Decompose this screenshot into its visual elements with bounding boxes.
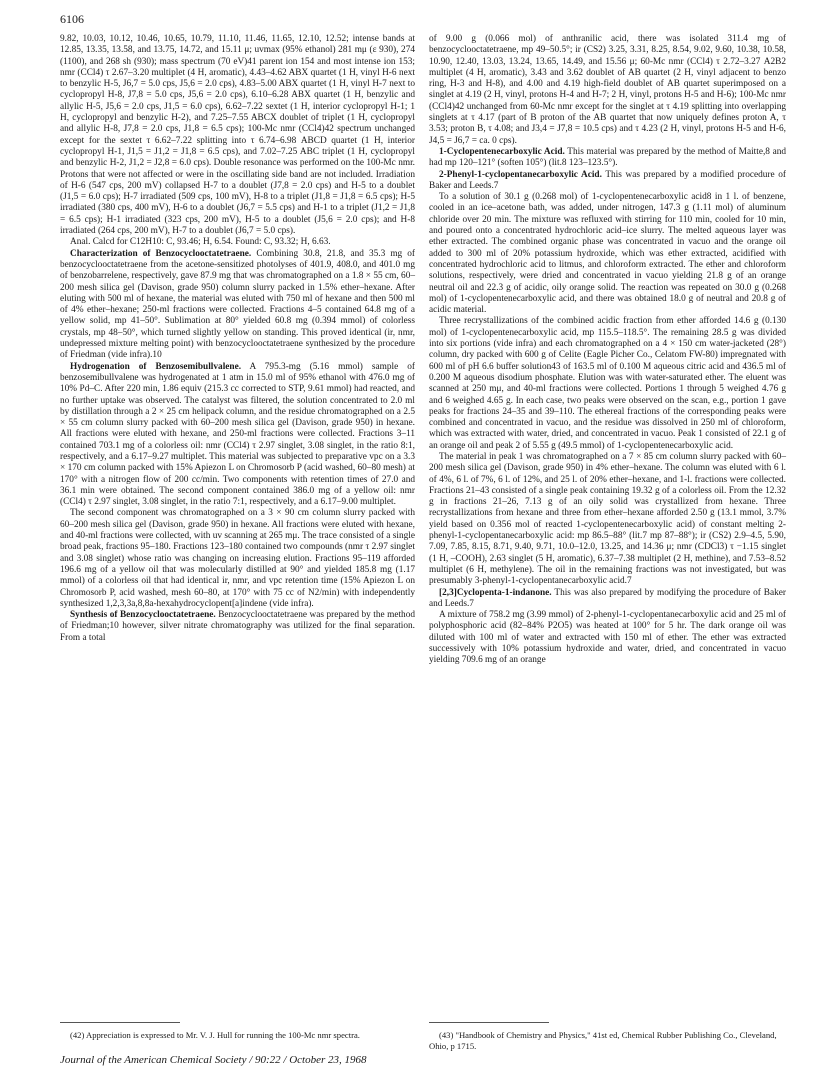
paragraph-text: This was also prepared by modifying the procedure of Baker and Leeds.7 (429, 587, 786, 609)
footnote-right (429, 1030, 784, 1051)
paragraph-text: Benzocyclooctatetraene was prepared by the method of Friedman;10 however, silver nitrate chromatography was utilized for the final separation. From a total (60, 610, 416, 643)
paragraph: Anal. Calcd for C12H10: C, 93.46; H, 6.54. Found: C, 93.32; H, 6.63. (70, 237, 331, 248)
paragraph (60, 362, 415, 509)
paragraph-text: This material was prepared by the method of Maitte,8 and had mp 120–121° (soften 105°) (lit.8 123–123.5°). (429, 146, 786, 169)
footnote-text: (42) Appreciation is expressed to Mr. V. J. Hull for running the 100-Mc nmr spectra. (70, 1030, 360, 1040)
footnote-rule (60, 1022, 180, 1023)
section-heading: Hydrogenation of Benzosemibullvalene. (70, 361, 242, 372)
paragraph-text: A 795.3-mg (5.16 mmol) sample of benzosemibullvalene was hydrogenated at 1 atm in 15.0 ml of 95% ethanol with 476.0 mg of 10% Pd–C. After 220 min, 1.86 equiv (215.3 cc corrected to STP, 9.61 mmol) had reacted, and no further uptake was observed. The catalyst was filtered, the solution concentrated to 2.0 ml by distillation through a 2 × 25 cm helipack column, and the residue chromatographed on a 2.5 × 55 cm column slurry packed with 60–200 mesh silica gel (Davison, grade 950) in hexane. All fractions were eluted with hexane, and 250-ml fractions were collected. Fractions 3–11 contained 703.1 mg of a colorless oil: nmr (CCl4) τ 2.97 singlet, 3.08 singlet, in the ratio 8:1, respectively, and a 6.17–9.27 multiplet. This material was subjected to preparative vpc on a 3.3 × 170 cm column packed with 15% Apiezon L on Chromosorb P (acid washed, 60–80 mesh) at 170° with a nitrogen flow of 200 cc/min. Two components with retention times of 27.0 and 36.1 min were obtained. The second component contained 386.0 mg of a yellow oil: nmr (CCl4) τ 2.97 singlet, 3.08 singlet, in the ratio 7:1, respectively, and a 6.17–9.00 multiplet. (60, 361, 415, 508)
paragraph: To a solution of 30.1 g (0.268 mol) of 1-cyclopentenecarboxylic acid8 in 1 l. of benzene, cooled in an ice–acetone bath, was added, under nitrogen, 147.3 g (1.11 mol) of aluminum chloride over 20 min. The mixture was refluxed with stirring for 110 min, cooled for 10 min, and poured onto a concentrated hydrochloric acid–ice slurry. The melted aqueous layer was ether extracted. The combined organic phase was concentrated in vacuo and the orange oil added to 300 ml of 20% potassium hydroxide, which was ether extracted, acidified with concentrated hydrochloric acid to litmus, and chloroform extracted. The ether and chloroform solutions, respectively, were dried and concentrated in vacuo yielding 21.8 g of an orange neutral oil and 22.3 g of acidic, oily orange solid. The reaction was repeated on 30.0 g (0.268 mol) of 1-cyclopentenecarboxylic acid, and there was obtained 18.0 g of neutral and 20.8 g of acidic material. (429, 192, 786, 316)
paragraph: The material in peak 1 was chromatographed on a 7 × 85 cm column slurry packed with 60–200 mesh silica gel (Davison, grade 950) in 4% ether–hexane. The column was eluted with 6 l. of 4%, 6 l. of 7%, 6 l. of 12%, and 25 l. of 20% ether–hexane, and 1-l. fractions were collected. Fractions 21–43 consisted of a single peak containing 19.32 g of a colorless oil. From the 12.32 g in fractions 21–26, 7.13 g of an oily solid was crystallized from hexane. Three recrystallizations from hexane and three from ether–hexane afforded 2.50 g (13.1 mmol, 3.7% yield based on 0.356 mol of reacted 1-cyclopentenecarboxylic acid) of constant melting 2-phenyl-1-cyclopentanecarboxylic acid: mp 86.5–88° (lit.7 mp 87–88°); ir (CS2) 2.9–4.5, 5.90, 7.09, 7.85, 8.15, 8.71, 9.40, 9.71, 10.0–12.0, 13.25, and 14.36 μ; nmr (CDCl3) τ −1.15 singlet (1 H, –COOH), 2.63 singlet (5 H, aromatic), 6.37–7.38 multiplet (2 H, methine), and 7.53–8.52 multiplet (6 H, methylene). The oil in the remaining fractions was not investigated, but was presumably 3-phenyl-1-cyclopentanecarboxylic acid.7 (429, 451, 786, 587)
paragraph (60, 249, 415, 362)
section-heading: 1-Cyclopentenecarboxylic Acid. (439, 146, 565, 157)
section-heading: Characterization of Benzocyclooctatetraene. (70, 248, 252, 259)
right-column (429, 34, 786, 667)
section-heading: Synthesis of Benzocyclooctatetraene. (70, 610, 216, 621)
journal-footer: Journal of the American Chemical Society / 90:22 / October 23, 1968 (60, 1054, 367, 1066)
footnote-left (60, 1030, 415, 1041)
paragraph (429, 588, 786, 611)
paragraph-text: Combining 30.8, 21.8, and 35.3 mg of benzocyclooctatetraene from the acetone-sensitized photolyses of 401.9, 408.0, and 401.0 mg of benzobarrelene, respectively, gave 87.9 mg that was chromatographed on a 1.8 × 55 cm, 60–200 mesh silica gel (Davison, grade 950) column slurry packed in 1.5% ether–hexane. After eluting with 500 ml of hexane, the material was eluted with 750 ml of hexane and then 500 ml of 4% ether–hexane; 250-ml fractions were collected. Fractions 4–5 contained 64.8 mg of a yellow solid, mp 41–50°. Sublimation at 80° yielded 60.8 mg (0.394 mmol) of colorless crystals, mp 48–50°, which turned slightly yellow on standing. This proved identical (ir, nmr, undepressed mixture melting point) with benzocyclooctatetraene synthesized by the procedure of Friedman (vide infra).10 (60, 248, 415, 361)
paragraph: of 9.00 g (0.066 mol) of anthranilic acid, there was isolated 311.4 mg of benzocyclooctatetraene, mp 49–50.5°; ir (CS2) 3.25, 3.31, 8.25, 8.54, 9.02, 9.60, 10.38, 10.58, 10.90, 12.40, 13.03, 13.24, 13.65, 14.49, and 15.56 μ; 60-Mc nmr (CCl4) τ 2.72–3.27 A2B2 multiplet (4 H, aromatic), 3.43 and 3.62 doublet of AB quartet (2 H, vinyl adjacent to benzo ring, H-3 and H-8), and 4.00 and 4.19 high-field doublet of AB quartet superimposed on a singlet at 4.19 (2 H, vinyl, protons H-4 and H-7; 2 H, vinyl, protons H-5 and H-6); 100-Mc nmr (CCl4)42 unchanged from 60-Mc nmr except for the singlet at τ 4.19 splitting into overlapping singlets at τ 4.17 (part of B proton of the AB quartet that now uniquely defines proton A, τ 3.53; proton B, τ 4.08; and J3,4 = J7,8 = 10.5 cps) and τ 4.23 (2 H, vinyl, protons H-5 and H-6, J4,5 = J6,7 = ca. 0 cps). (429, 34, 786, 146)
page-number: 6106 (60, 12, 84, 26)
paragraph (429, 147, 786, 170)
paragraph (429, 170, 786, 193)
left-column (60, 34, 415, 644)
paragraph: 9.82, 10.03, 10.12, 10.46, 10.65, 10.79, 11.10, 11.46, 11.65, 12.10, 12.52; intense bands at 12.85, 13.35, 13.58, and 13.75, 14.72, and 15.11 μ; uvmax (95% ethanol) 281 mμ (ε 930), 274 (1100), and 268 sh (930); mass spectrum (70 eV)41 parent ion 154 and most intense ion 153; nmr (CCl4) τ 2.67–3.20 multiplet (4 H, aromatic), 4.43–4.62 ABX quartet (1 H, vinyl H-6 next to benzylic H-5, J6,7 = 5.0 cps, J5,6 = 2.0 cps), 4.83–5.00 ABX quartet (1 H, vinyl H-7 next to cyclopropyl H-8, J7,8 = 5.0 cps, J5,6 = 2.0 cps), 6.10–6.28 ABX quartet (1 H, benzylic and allylic H-5, J5,6 = 2.0 cps, J1,5 = 6.0 cps), 6.62–7.22 sextet (1 H, interior cyclopropyl H-1; 1 H, cyclopropyl and benzylic H-2), and 7.25–7.55 ABCX doublet of triplet (1 H, cyclopropyl and allylic H-8, J7,8 = 2.0 cps, J1,8 = 6.5 cps); 100-Mc nmr (CCl4)42 spectrum unchanged except for the sextet τ 6.62–7.22 splitting into τ 6.74–6.98 ABCD quartet (1 H, interior cyclopropyl H-1, J1,5 = J1,2 = J1,8 = 6.5 cps), and 7.02–7.25 ABC triplet (1 H, cyclopropyl and benzylic H-2, J1,2 = J2,8 = 6.0 cps). Double resonance was performed on the 100-Mc nmr. Protons that were not affected or were in the oscillating side band are not included. Irradiation of H-6 (547 cps, 200 mV) collapsed H-7 to a doublet (J7,8 = 2.0 cps) and H-5 to a doublet (J1,5 = 6.0 cps); H-7 irradiated (509 cps, 100 mV), H-8 to a triplet (J1,8 = J1,8 = 6.5 cps); H-5 irradiated (380 cps, 400 mV), H-6 to a doublet (J6,7 = 5.5 cps) and H-1 to a triplet (J1,2 = J1,8 = 6.5 cps); H-1 irradiated (323 cps, 200 mV), H-5 to a doublet (J5,6 = 2.0 cps); and H-8 irradiated (264 cps, 200 mV), H-7 to a doublet (J6,7 = 5.0 cps). (60, 34, 415, 237)
footnote-rule (429, 1022, 549, 1023)
paragraph: The second component was chromatographed on a 3 × 90 cm column slurry packed with 60–200 mesh silica gel (Davison, grade 950) in hexane. All fractions were eluted with hexane, and 40-ml fractions were collected, with uv scanning at 265 mμ. The trace consisted of a single broad peak, fractions 95–180. Fractions 123–180 contained two compounds (nmr τ 2.97 singlet and 3.08 singlet) whose ratio was changing on increasing elution. Fractions 95–119 afforded 196.6 mg of a yellow oil that was molecularly distilled at 90° and yielded 185.8 mg (1.17 mmol) of a colorless oil that had identical ir, nmr, and vpc retention time (15% Apiezon L on Chromosorb P, acid washed, mesh 60–80, at 170° with 75 cc of N2/min) with independently synthesized 1,2,3,3a,8,8a-hexahydrocyclopent[a]indene (vide infra). (60, 508, 415, 609)
paragraph-text: This was prepared by a modified procedure of Baker and Leeds.7 (429, 169, 786, 191)
paragraph: A mixture of 758.2 mg (3.99 mmol) of 2-phenyl-1-cyclopentanecarboxylic acid and 25 ml of polyphosphoric acid (82–84% P2O5) was heated at 100° for 5 hr. The dark orange oil was diluted with 100 ml of water and extracted with 150 ml of ether. The ether was extracted successively with 10% potassium hydroxide and water, dried, and concentrated in vacuo yielding 709.6 mg of an orange (429, 610, 786, 666)
paragraph (60, 610, 415, 644)
footnote-text: (43) "Handbook of Chemistry and Physics," 41st ed, Chemical Rubber Publishing Co., Cleveland, Ohio, p 1715. (429, 1030, 777, 1051)
section-heading: 2-Phenyl-1-cyclopentanecarboxylic Acid. (439, 169, 602, 180)
paragraph: Three recrystallizations of the combined acidic fraction from ether afforded 14.6 g (0.130 mol) of 1-cyclopentenecarboxylic acid, mp 115.5–118.5°. The remaining 28.5 g was divided into six portions (vide infra) and each chromatographed on a 4 × 150 cm water-jacketed (28°) column, dry packed with 600 g of Celite (Eagle Picher Co., Celatom FW-80) impregnated with 600 ml of pH 6.6 buffer solution43 of 163.5 ml of 0.100 M aqueous citric acid and 436.5 ml of 0.200 M aqueous disodium phosphate. Elution was with water-saturated ether. The eluent was scanned at 250 mμ, and 40-ml fractions were collected. Portions 1 through 5 weighed 4.76 g and 6 weighed 4.65 g. In each case, two peaks were observed on the scan, e.g., portion 1 gave peaks for fractions 24–35 and 39–110. The ethereal fractions of the corresponding peaks were combined and concentrated in vacuo, and the residue was dissolved in 250 ml of chloroform, which was extracted with water, dried, and concentrated in vacuo. Peak 1 consisted of 22.1 g of an orange oil and peak 2 of 5.55 g (49.5 mmol) of 1-cyclopentenecarboxylic acid. (429, 316, 786, 451)
section-heading: [2,3]Cyclopenta-1-indanone. (439, 587, 552, 598)
